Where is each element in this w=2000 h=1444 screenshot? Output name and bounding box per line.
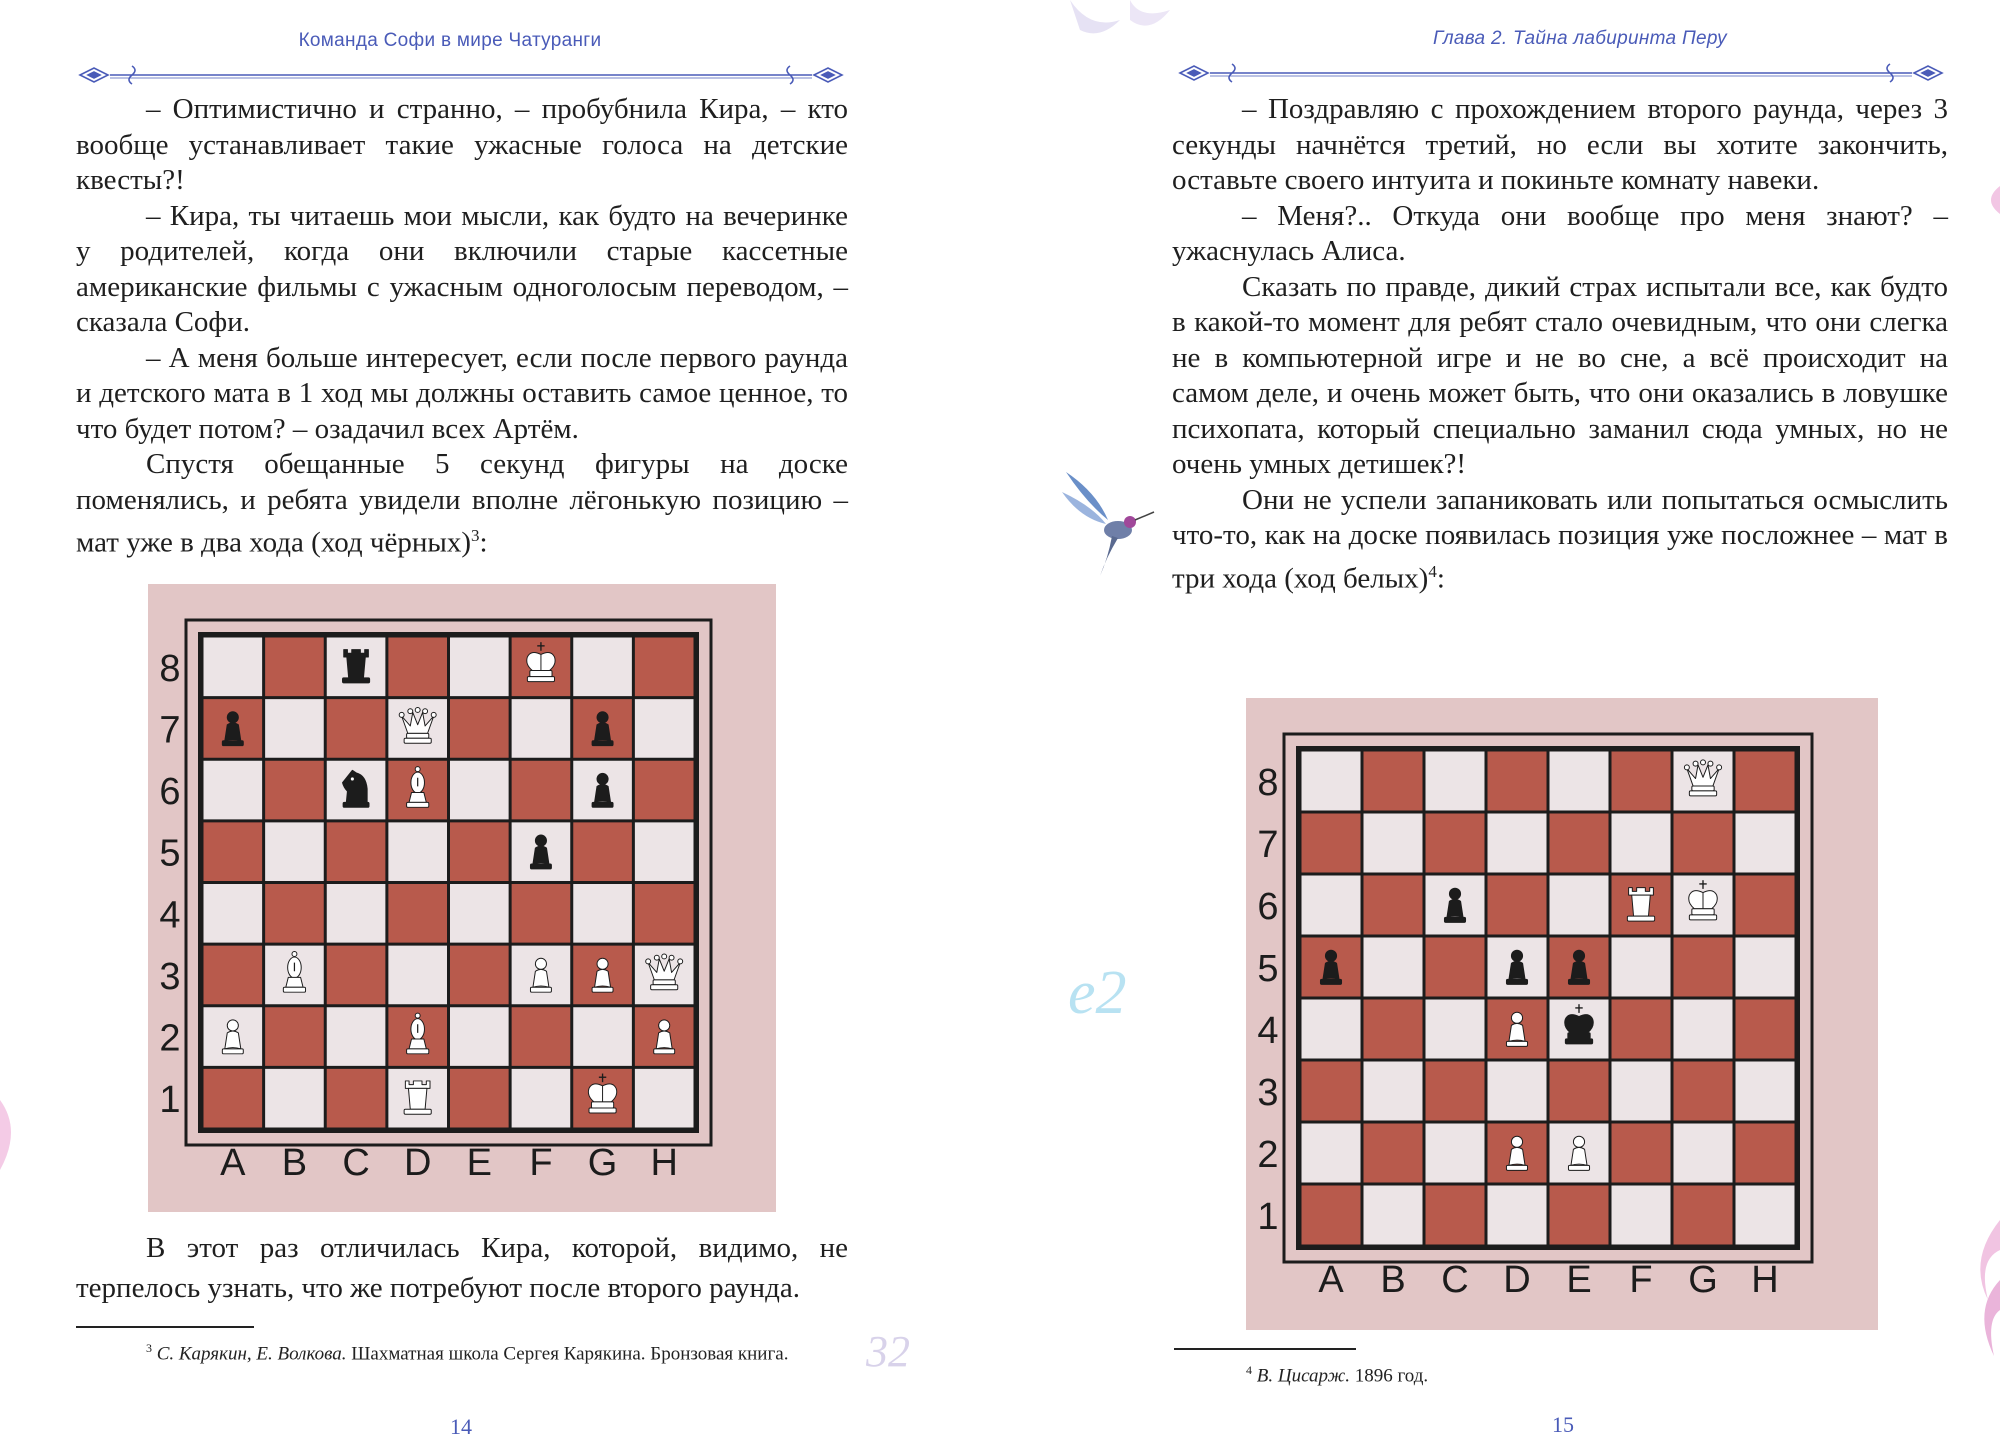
file-label: C <box>1441 1259 1469 1301</box>
board-square <box>1736 1186 1795 1245</box>
board-square <box>1612 1000 1671 1059</box>
board-square <box>1612 938 1671 997</box>
footnote-4 <box>1174 1356 1944 1390</box>
board-square <box>635 884 694 943</box>
board-square <box>1674 814 1733 873</box>
board-square <box>1302 1062 1361 1121</box>
board-square <box>1488 1062 1547 1121</box>
rank-label: 1 <box>1257 1196 1279 1238</box>
board-square <box>265 699 324 758</box>
board-square <box>1736 752 1795 811</box>
rank-label: 6 <box>159 771 181 814</box>
left-text-bottom <box>76 1228 848 1308</box>
board-square <box>265 1007 324 1066</box>
board-square <box>1302 752 1361 811</box>
board-square <box>635 1069 694 1128</box>
file-label: G <box>1688 1259 1718 1301</box>
rank-label: 3 <box>1257 1072 1279 1114</box>
file-label: F <box>1629 1259 1653 1301</box>
file-label: E <box>1566 1259 1592 1301</box>
board-square <box>1488 876 1547 935</box>
footnote-reference: 3 <box>471 526 480 545</box>
board-square <box>450 699 509 758</box>
board-square <box>265 761 324 820</box>
board-square <box>1302 1186 1361 1245</box>
board-square <box>512 884 571 943</box>
rank-label: 5 <box>1257 948 1279 990</box>
board-square <box>1426 752 1485 811</box>
board-square <box>450 884 509 943</box>
file-label: C <box>342 1142 370 1184</box>
board-square <box>1302 814 1361 873</box>
board-square <box>327 822 386 881</box>
board-square <box>450 946 509 1005</box>
footnote-mark: 4 <box>1246 1363 1252 1377</box>
left-running-head: Команда Софи в мире Чатуранги <box>298 30 602 51</box>
rank-label: 2 <box>1257 1134 1279 1176</box>
board-square <box>204 822 263 881</box>
paragraph: Спустя обещанные 5 секунд фигуры на доске поменялись, и ребята увидели вполне лёгонькую позицию – мат уже в два хода (ход чёрных)$^3$: <box>76 448 848 559</box>
board-square <box>1736 1124 1795 1183</box>
footnote-3 <box>76 1334 846 1368</box>
flower-decoration-icon <box>1060 0 1180 60</box>
board-square <box>1364 1062 1423 1121</box>
flower-decoration-icon <box>0 1100 24 1180</box>
chess-diagram-1 <box>148 584 776 1212</box>
left-text-top <box>76 92 848 561</box>
board-square <box>1674 1062 1733 1121</box>
rank-label: 6 <box>1257 886 1279 928</box>
board-square <box>1302 1000 1361 1059</box>
flower-decoration-icon <box>1958 1220 2000 1360</box>
footnote-authors: В. Цисарж. <box>1256 1365 1350 1387</box>
board-square <box>1302 1124 1361 1183</box>
board-square <box>1364 814 1423 873</box>
rank-label: 4 <box>1257 1010 1279 1052</box>
file-label: B <box>1380 1259 1406 1301</box>
header-ornament <box>76 62 846 88</box>
board-square <box>635 822 694 881</box>
board-square <box>573 638 632 697</box>
board-square <box>204 884 263 943</box>
board-square <box>1674 1124 1733 1183</box>
board-square <box>450 822 509 881</box>
rank-label: 4 <box>159 894 181 937</box>
flower-decoration-icon <box>1982 186 2000 216</box>
footnote-reference: 4 <box>1428 561 1437 581</box>
footnote-text: 1896 год. <box>1354 1365 1429 1387</box>
board-square <box>327 1069 386 1128</box>
paragraph-text: Они не успели запаниковать или попытаться осмыслить что-то, как на доске появилась позиция уже посложнее – мат в три хода (ход белых) <box>1172 483 1948 595</box>
rank-label: 1 <box>159 1079 181 1122</box>
board-square <box>1364 1000 1423 1059</box>
board-square <box>512 761 571 820</box>
paragraph: – Кира, ты читаешь мои мысли, как будто на вечеринке у родителей, когда они включили старые кассетные американские фильмы с ужасным одноголосым переводом, – сказала Софи. <box>76 199 848 338</box>
paragraph-text: Спустя обещанные 5 секунд фигуры на доске поменялись, и ребята увидели вполне лёгонькую позицию – мат уже в два хода (ход чёрных) <box>76 448 848 559</box>
board-square <box>327 699 386 758</box>
board-square <box>1364 1124 1423 1183</box>
paragraph: Они не успели запаниковать или попытаться осмыслить что-то, как на доске появилась позиция уже посложнее – мат в три хода (ход белых)$^4$: <box>1172 483 1948 595</box>
hummingbird-icon <box>1056 462 1156 582</box>
board-square <box>327 1007 386 1066</box>
chess-board-1 <box>148 584 776 1212</box>
footnote-rule <box>1174 1348 1356 1350</box>
page-number-left: 14 <box>450 1414 472 1439</box>
board-square <box>265 1069 324 1128</box>
board-square <box>1736 1000 1795 1059</box>
board-square <box>327 946 386 1005</box>
header-ornament <box>1176 60 1946 86</box>
file-label: A <box>220 1142 246 1184</box>
board-square <box>1364 1186 1423 1245</box>
decor-number: 32 <box>866 1327 910 1376</box>
board-square <box>388 946 447 1005</box>
chess-board-2 <box>1246 698 1878 1330</box>
board-square <box>1550 752 1609 811</box>
board-square <box>1488 752 1547 811</box>
board-square <box>1674 1186 1733 1245</box>
board-square <box>1612 814 1671 873</box>
board-square <box>1364 752 1423 811</box>
right-running-head: Глава 2. Тайна лабиринта Перу <box>1433 28 1727 49</box>
board-square <box>1612 1062 1671 1121</box>
board-square <box>265 884 324 943</box>
board-square <box>204 1069 263 1128</box>
file-label: B <box>281 1142 308 1184</box>
board-square <box>1426 814 1485 873</box>
board-square <box>204 761 263 820</box>
board-square <box>1488 1186 1547 1245</box>
board-square <box>1736 814 1795 873</box>
board-square <box>265 822 324 881</box>
board-square <box>450 1069 509 1128</box>
board-square <box>1736 876 1795 935</box>
rank-label: 5 <box>159 832 181 875</box>
paragraph: Сказать по правде, дикий страх испытали все, как будто в какой-то момент для ребят стало очевидным, что они слегка не в компьютерной игре и не во сне, а всё происходит на самом деле, и очень может быть, что они оказались в ловушке психопата, который специально заманил сюда умных, но не очень умных детишек?! <box>1172 270 1948 480</box>
footnote-text: Шахматная школа Сергея Карякина. Бронзовая книга. <box>351 1343 789 1365</box>
board-square <box>1426 1186 1485 1245</box>
board-square <box>450 638 509 697</box>
board-square <box>388 884 447 943</box>
board-square <box>1736 938 1795 997</box>
board-square <box>388 638 447 697</box>
board-square <box>635 761 694 820</box>
board-square <box>512 1069 571 1128</box>
board-square <box>512 699 571 758</box>
board-square <box>204 638 263 697</box>
decor-label: e2 <box>1068 959 1127 1027</box>
file-label: H <box>650 1142 678 1184</box>
footnote-mark: 3 <box>146 1341 152 1355</box>
rank-label: 2 <box>159 1017 181 1060</box>
page-number-right: 15 <box>1552 1412 1574 1437</box>
right-text <box>1172 92 1948 597</box>
board-square <box>1550 876 1609 935</box>
board-square <box>573 822 632 881</box>
board-square <box>204 946 263 1005</box>
board-square <box>573 884 632 943</box>
board-square <box>1364 938 1423 997</box>
rank-label: 7 <box>159 709 181 752</box>
chess-diagram-2 <box>1246 698 1878 1330</box>
board-square <box>450 1007 509 1066</box>
board-square <box>1550 1186 1609 1245</box>
footnote-authors: С. Карякин, Е. Волкова. <box>156 1343 347 1365</box>
rank-label: 7 <box>1257 824 1279 866</box>
file-label: D <box>403 1142 432 1184</box>
board-square <box>1612 752 1671 811</box>
paragraph: – А меня больше интересует, если после первого раунда и детского мата в 1 ход мы должны оставить самое ценное, то что будет потом? – озадачил всех Артём. <box>76 341 848 445</box>
board-square <box>1426 1062 1485 1121</box>
board-square <box>1426 938 1485 997</box>
rank-label: 3 <box>159 955 181 998</box>
file-label: G <box>587 1142 618 1184</box>
board-square <box>1674 938 1733 997</box>
board-square <box>1302 876 1361 935</box>
rank-label: 8 <box>159 647 181 690</box>
board-square <box>635 699 694 758</box>
paragraph: – Меня?.. Откуда они вообще про меня знают? – ужаснулась Алиса. <box>1172 199 1948 267</box>
board-square <box>1426 1124 1485 1183</box>
board-square <box>1736 1062 1795 1121</box>
board-square <box>512 1007 571 1066</box>
board-square <box>573 1007 632 1066</box>
board-square <box>635 638 694 697</box>
paragraph: В этот раз отличилась Кира, которой, видимо, не терпелось узнать, что же потребуют после второго раунда. <box>76 1232 848 1304</box>
rank-label: 8 <box>1257 762 1279 804</box>
board-square <box>1364 876 1423 935</box>
board-square <box>1612 1186 1671 1245</box>
file-label: A <box>1318 1259 1344 1301</box>
board-square <box>1674 1000 1733 1059</box>
board-square <box>1550 1062 1609 1121</box>
paragraph: – Поздравляю с прохождением второго раунда, через 3 секунды начнётся третий, но если вы хотите закончить, оставьте своего интуита и покиньте комнату навеки. <box>1172 93 1948 196</box>
footnote-rule <box>76 1326 254 1328</box>
paragraph: – Оптимистично и странно, – пробубнила Кира, – кто вообще устанавливает такие ужасные голоса на детские квесты?! <box>76 93 848 196</box>
board-square <box>1550 814 1609 873</box>
board-square <box>1612 1124 1671 1183</box>
file-label: H <box>1751 1259 1779 1301</box>
board-square <box>450 761 509 820</box>
file-label: E <box>466 1142 492 1184</box>
file-label: D <box>1503 1259 1531 1301</box>
board-square <box>327 884 386 943</box>
board-square <box>265 638 324 697</box>
board-square <box>388 822 447 881</box>
file-label: F <box>529 1142 553 1184</box>
board-square <box>1488 814 1547 873</box>
board-square <box>1426 1000 1485 1059</box>
right-page <box>1000 0 2000 1444</box>
